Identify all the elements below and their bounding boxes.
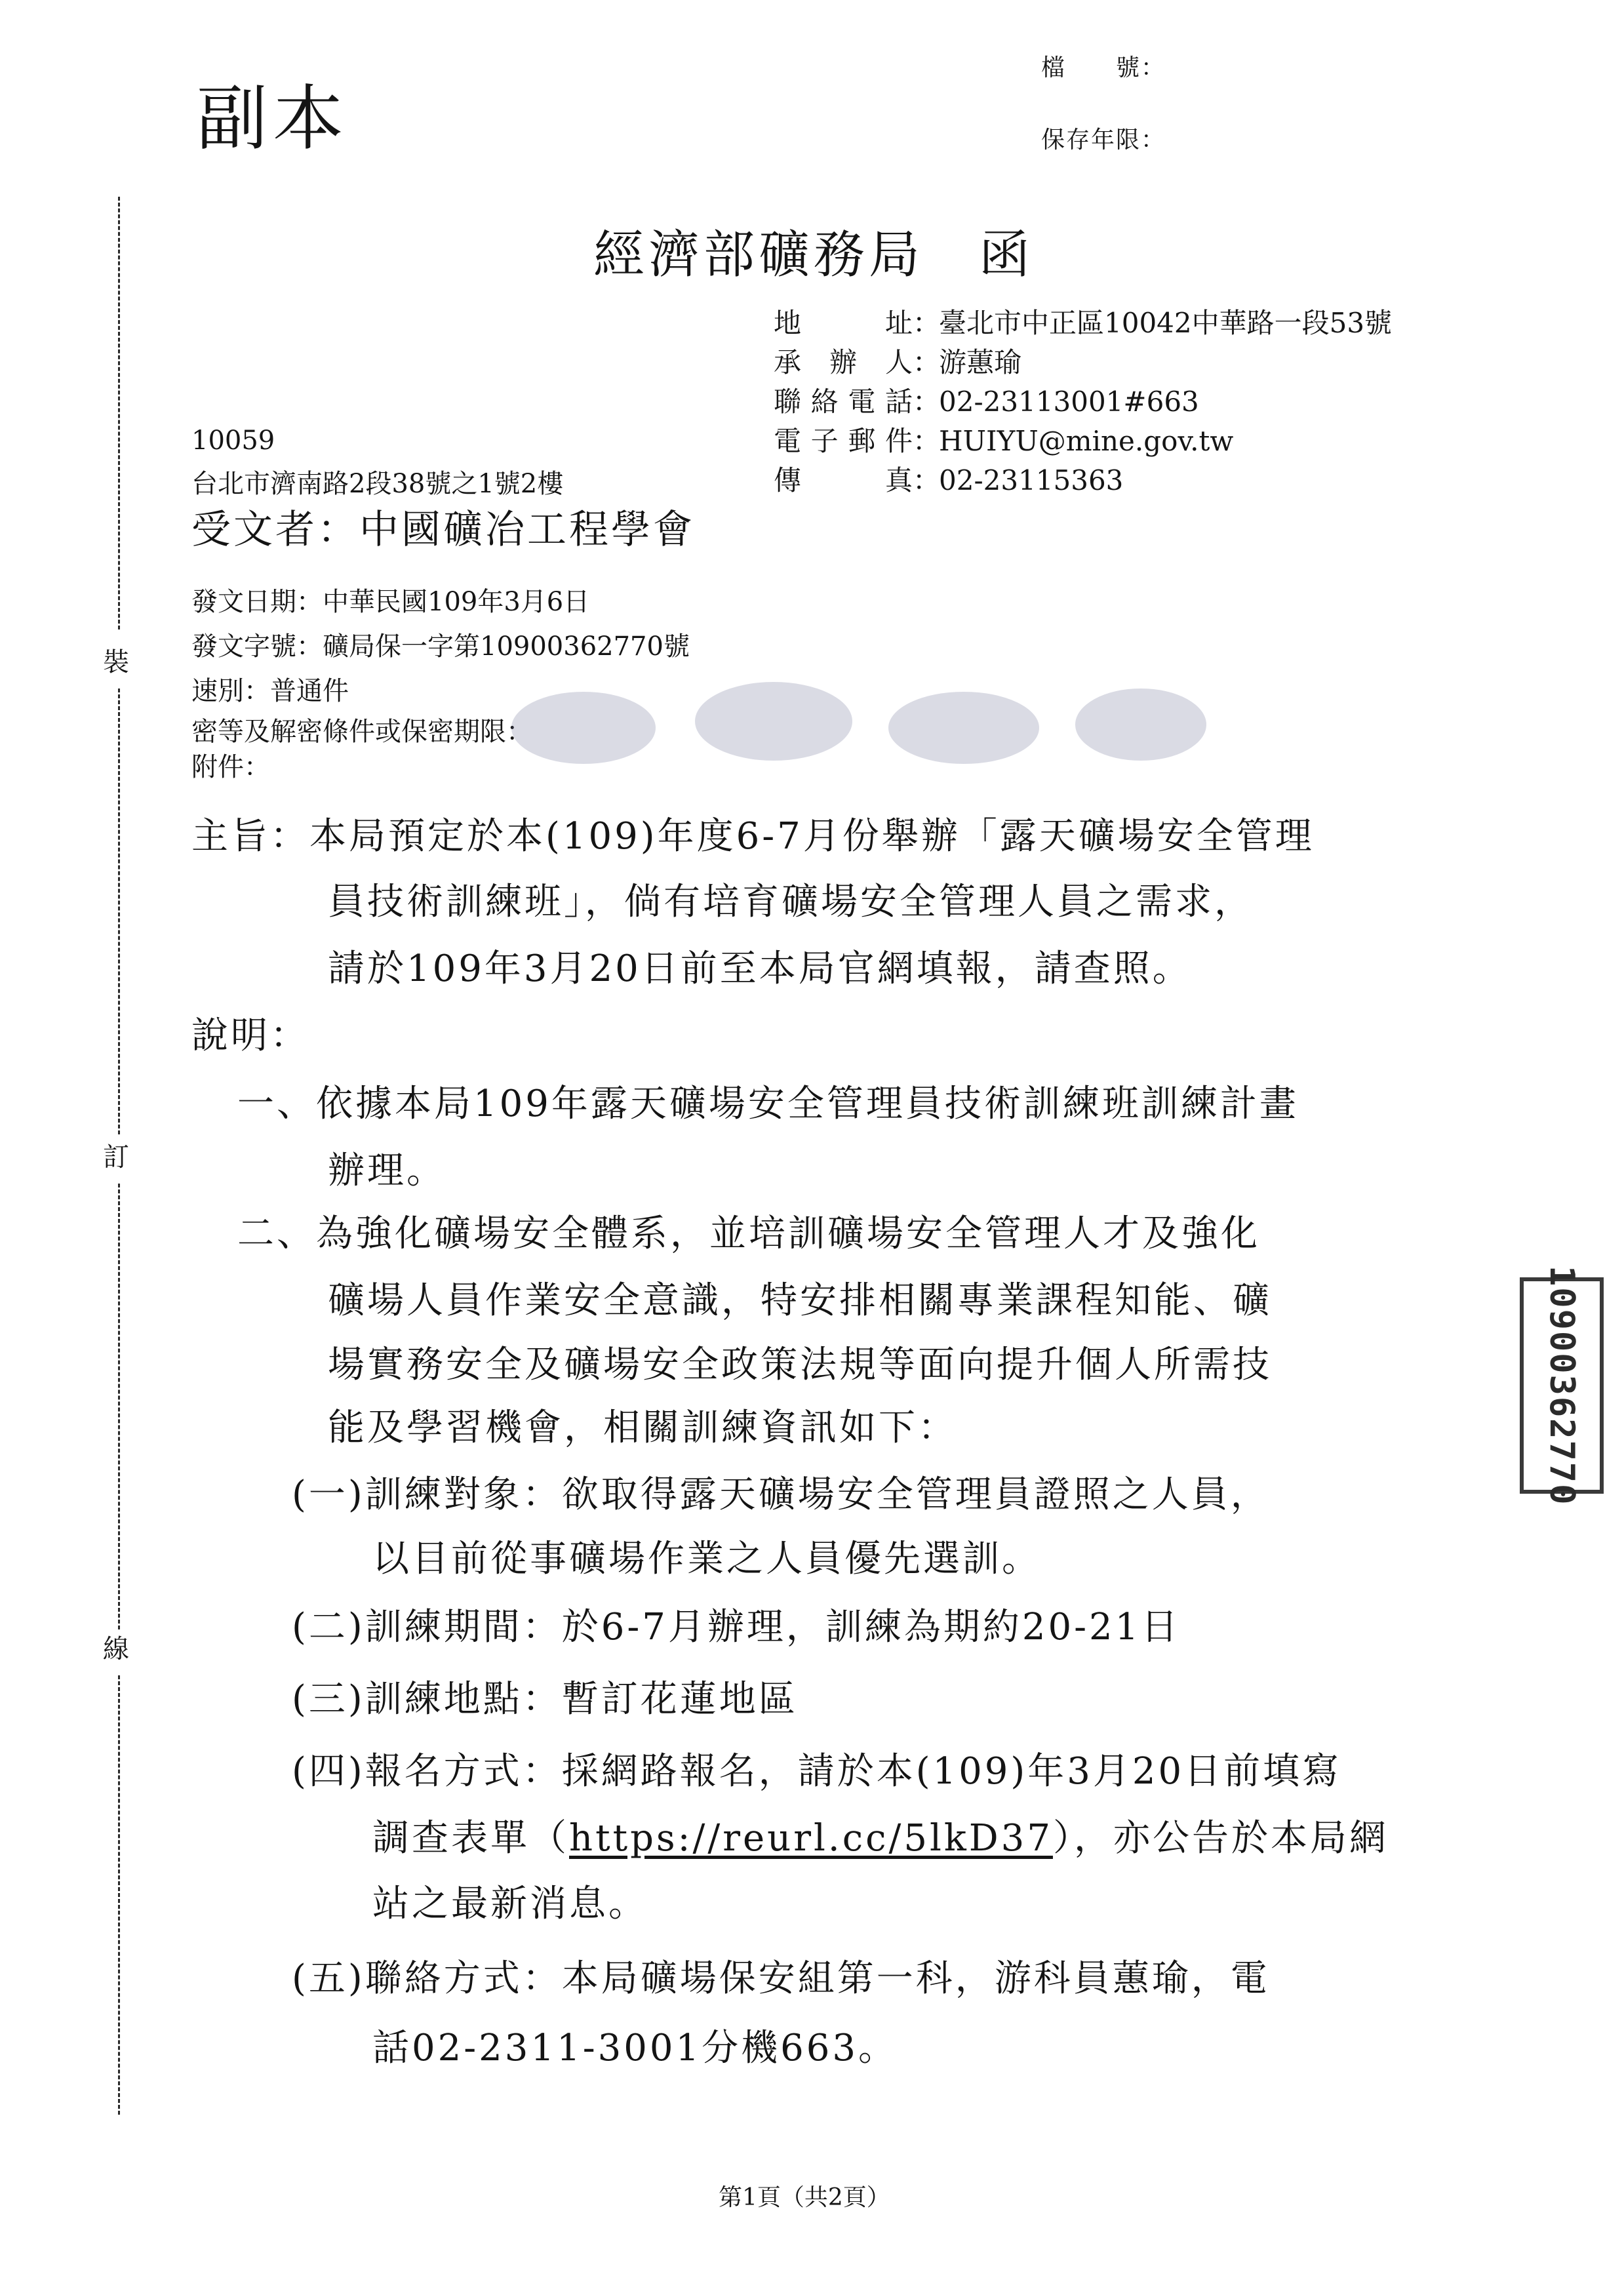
contact-address-label: 地 址 <box>774 307 913 339</box>
contact-email-label: 電子郵件 <box>774 425 913 457</box>
item-3: (三)訓練地點：暫訂花蓮地區 <box>292 1678 798 1721</box>
item-5-line-2: 話02-2311-3001分機663。 <box>372 2027 898 2069</box>
item-4-line-1: (四)報名方式：採網路報名，請於本(109)年3月20日前填寫 <box>292 1750 1342 1793</box>
secrecy-level: 密等及解密條件或保密期限： <box>191 717 532 747</box>
item-5-line-1: (五)聯絡方式：本局礦場保安組第一科，游科員蕙瑜，電 <box>292 1957 1270 2000</box>
item-4-line-2 <box>372 1817 1389 1860</box>
contact-handler: 游蕙瑜 <box>939 346 1022 378</box>
explanation-p1-line-1: 一、依據本局109年露天礦場安全管理員技術訓練班訓練計畫 <box>237 1083 1299 1125</box>
contact-separator: ： <box>913 307 941 339</box>
contact-separator: ： <box>913 346 941 378</box>
contact-fax-label: 傳 真 <box>774 464 913 496</box>
contact-separator: ： <box>913 464 941 496</box>
retention-period-label: 保存年限： <box>1041 127 1166 153</box>
item-1-line-1: (一)訓練對象：欲取得露天礦場安全管理員證照之人員， <box>292 1473 1270 1516</box>
recipient-postal-code: 10059 <box>191 426 275 456</box>
contact-handler-row <box>774 346 1022 378</box>
contact-email-row <box>774 425 1234 457</box>
issue-date: 發文日期：中華民國109年3月6日 <box>191 587 590 617</box>
recipient-line: 受文者：中國礦冶工程學會 <box>191 507 695 553</box>
binding-line <box>118 197 120 629</box>
document-number: 發文字號：礦局保一字第10900362770號 <box>191 631 690 662</box>
recipient-address: 台北市濟南路2段38號之1號2樓 <box>191 469 564 499</box>
file-number-label: 檔 號： <box>1041 54 1166 81</box>
attachment: 附件： <box>191 752 270 782</box>
registration-form-link[interactable]: https://reurl.cc/5lkD37 <box>569 1817 1053 1860</box>
page-number: 第1頁（共2頁） <box>719 2184 890 2211</box>
receipt-stamp-text: 10900362770 <box>1542 1265 1581 1506</box>
contact-fax: 02-23115363 <box>939 464 1124 496</box>
subject-line-2: 員技術訓練班」，倘有培育礦場安全管理人員之需求， <box>328 881 1254 923</box>
contact-phone: 02-23113001#663 <box>939 386 1199 418</box>
binding-char-zhuang: 裝 <box>103 647 129 677</box>
explanation-p2-line-3: 場實務安全及礦場安全政策法規等面向提升個人所需技 <box>328 1344 1272 1386</box>
item-2: (二)訓練期間：於6-7月辦理，訓練為期約20-21日 <box>292 1606 1181 1648</box>
binding-line <box>118 1675 120 2115</box>
item-1-line-2: 以目前從事礦場作業之人員優先選訓。 <box>372 1538 1041 1580</box>
item-4-line-2-prefix: 調查表單（ <box>372 1817 569 1860</box>
copy-mark: 副本 <box>197 78 349 160</box>
explanation-heading: 說明： <box>191 1014 309 1057</box>
binding-char-xian: 線 <box>103 1634 129 1664</box>
binding-line <box>118 688 120 1134</box>
contact-phone-label: 聯絡電話 <box>774 386 913 418</box>
explanation-p2-line-4: 能及學習機會，相關訓練資訊如下： <box>328 1407 957 1449</box>
explanation-p1-line-2: 辦理。 <box>328 1149 446 1192</box>
item-4-line-2-suffix: ），亦公告於本局網 <box>1052 1817 1389 1860</box>
contact-separator: ： <box>913 386 941 418</box>
contact-handler-label: 承辦人 <box>774 346 913 378</box>
explanation-p2-line-1: 二、為強化礦場安全體系，並培訓礦場安全管理人才及強化 <box>237 1212 1260 1255</box>
explanation-p2-line-2: 礦場人員作業安全意識，特安排相關專業課程知能、礦 <box>328 1279 1272 1322</box>
contact-email: HUIYU@mine.gov.tw <box>939 425 1234 457</box>
contact-fax-row <box>774 464 1124 496</box>
subject-line-3: 請於109年3月20日前至本局官網填報，請查照。 <box>328 948 1192 990</box>
subject-line-1: 主旨：本局預定於本(109)年度6-7月份舉辦「露天礦場安全管理 <box>191 815 1315 858</box>
receipt-stamp <box>1520 1265 1604 1506</box>
binding-char-ding: 訂 <box>103 1142 129 1172</box>
contact-address: 臺北市中正區10042中華路一段53號 <box>939 307 1393 339</box>
faded-seal-image <box>498 675 1213 774</box>
document-title: 經濟部礦務局 函 <box>593 226 1035 285</box>
contact-phone-row <box>774 388 1199 416</box>
contact-address-row <box>774 309 1392 337</box>
contact-separator: ： <box>913 425 941 457</box>
binding-line <box>118 1184 120 1629</box>
item-4-line-3: 站之最新消息。 <box>372 1883 648 1925</box>
delivery-speed: 速別：普通件 <box>191 676 349 706</box>
